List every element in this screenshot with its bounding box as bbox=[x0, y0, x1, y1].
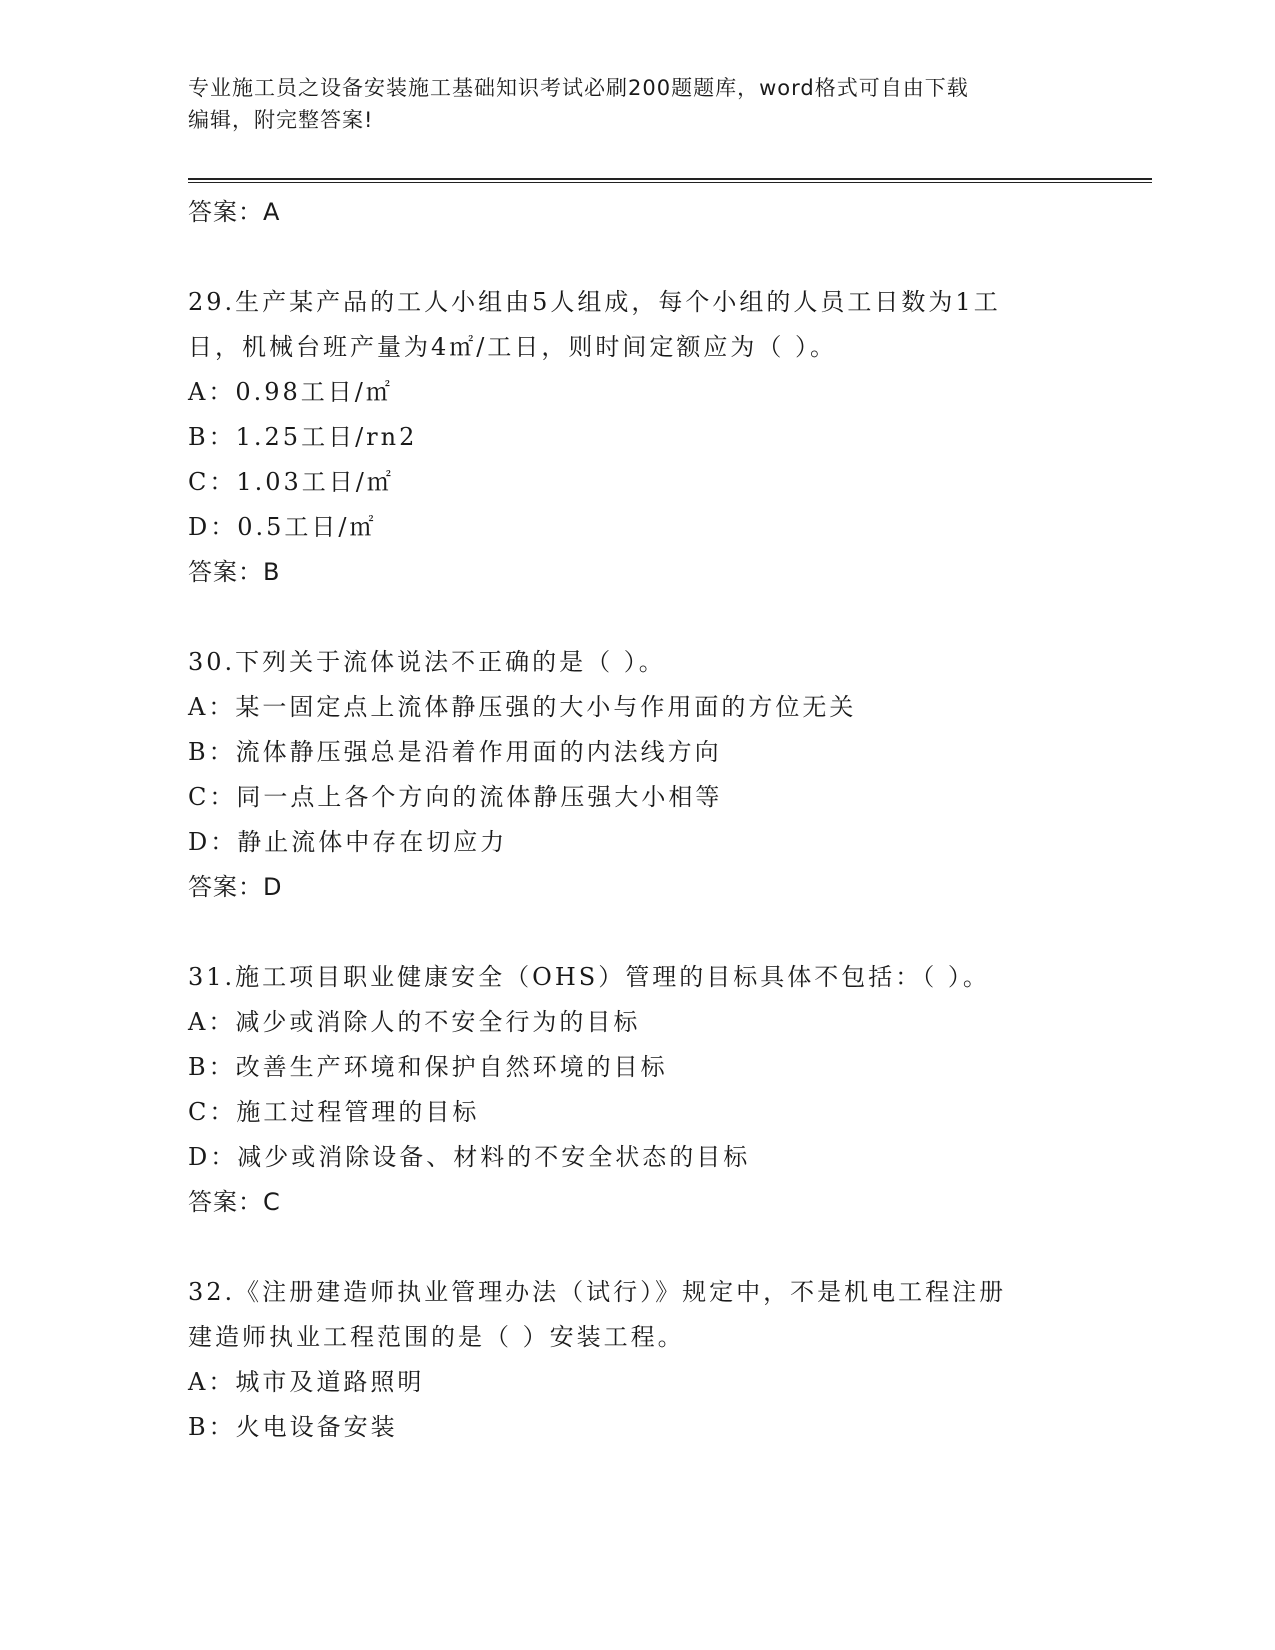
answer-line: 答案：A bbox=[188, 198, 281, 226]
question-list bbox=[188, 190, 1148, 1450]
option-a: A：某一固定点上流体静压强的大小与作用面的方位无关 bbox=[188, 693, 857, 721]
question-stem: 29.生产某产品的工人小组由5人组成，每个小组的人员工日数为1工 bbox=[188, 288, 1001, 316]
option-b: B：1.25工日/rn2 bbox=[188, 423, 418, 451]
question-stem: 日，机械台班产量为4㎡/工日，则时间定额应为（ ）。 bbox=[188, 333, 837, 361]
option-c: C：施工过程管理的目标 bbox=[188, 1098, 480, 1126]
answer-line: 答案：D bbox=[188, 873, 283, 901]
option-d: D：减少或消除设备、材料的不安全状态的目标 bbox=[188, 1143, 751, 1171]
question-stem: 31.施工项目职业健康安全（OHS）管理的目标具体不包括：（ ）。 bbox=[188, 963, 990, 991]
option-d: D：静止流体中存在切应力 bbox=[188, 828, 508, 856]
question-29 bbox=[188, 280, 1148, 595]
answer-line: 答案：C bbox=[188, 1188, 281, 1216]
question-stem: 建造师执业工程范围的是（ ）安装工程。 bbox=[188, 1323, 685, 1351]
option-b: B：流体静压强总是沿着作用面的内法线方向 bbox=[188, 738, 722, 766]
answer-line: 答案：B bbox=[188, 558, 281, 586]
question-31 bbox=[188, 955, 1148, 1225]
header-divider bbox=[188, 178, 1152, 183]
question-stem: 30.下列关于流体说法不正确的是（ ）。 bbox=[188, 648, 666, 676]
option-c: C：同一点上各个方向的流体静压强大小相等 bbox=[188, 783, 723, 811]
option-a: A：城市及道路照明 bbox=[188, 1368, 425, 1396]
header-title-line-2: 编辑，附完整答案! bbox=[188, 108, 374, 132]
option-a: A：0.98工日/㎡ bbox=[188, 378, 393, 406]
option-b: B：改善生产环境和保护自然环境的目标 bbox=[188, 1053, 668, 1081]
question-stem: 32.《注册建造师执业管理办法（试行）》规定中，不是机电工程注册 bbox=[188, 1278, 1007, 1306]
document-header bbox=[188, 72, 1068, 136]
header-title-line-1: 专业施工员之设备安装施工基础知识考试必刷200题题库，word格式可自由下载 bbox=[188, 76, 969, 100]
question-32 bbox=[188, 1270, 1148, 1450]
option-d: D：0.5工日/㎡ bbox=[188, 513, 377, 541]
question-30 bbox=[188, 640, 1148, 910]
option-a: A：减少或消除人的不安全行为的目标 bbox=[188, 1008, 641, 1036]
option-b: B：火电设备安装 bbox=[188, 1413, 398, 1441]
option-c: C：1.03工日/㎡ bbox=[188, 468, 394, 496]
